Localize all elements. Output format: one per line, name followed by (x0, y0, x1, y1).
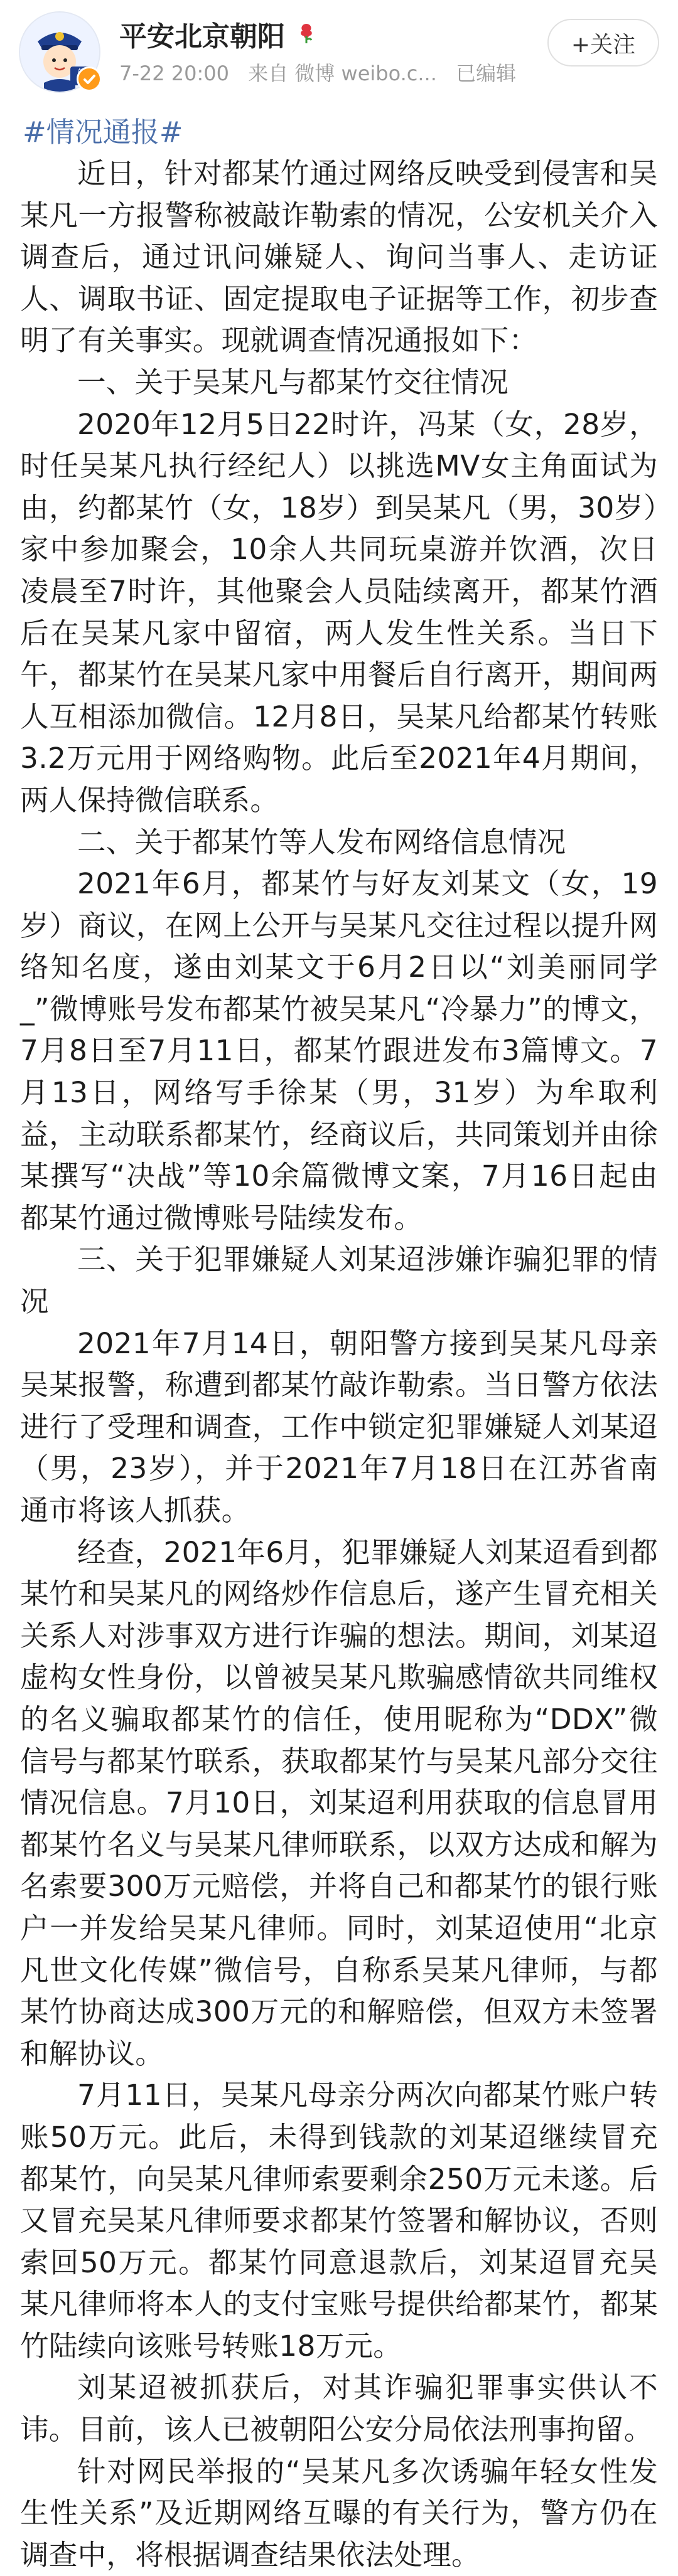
paragraph-section-3b: 经查，2021年6月，犯罪嫌疑人刘某迢看到都某竹和吴某凡的网络炒作信息后，遂产生冒充相关关系人对涉事双方进行诈骗的想法。期间，刘某迢虚构女性身份，以曾被吴某凡欺骗感情欲共同维权的名义骗取都某竹的信任，使用昵称为“DDX”微信号与都某竹联系，获取都某竹与吴某凡部分交往情况信息。7月10日，刘某迢利用获取的信息冒用都某竹名义与吴某凡律师联系，以双方达成和解为名索要300万元赔偿，并将自己和都某竹的银行账户一并发给吴某凡律师。同时，刘某迢使用“北京凡世文化传媒”微信号，自称系吴某凡律师，与都某竹协商达成300万元的和解赔偿，但双方未签署和解协议。 (20, 1535, 658, 2070)
follow-button[interactable] (547, 19, 659, 67)
hashtag-link[interactable]: #情况通报# (23, 115, 183, 149)
author-name[interactable]: 平安北京朝阳 (119, 21, 285, 53)
section-heading-3: 三、关于犯罪嫌疑人刘某迢涉嫌诈骗犯罪的情况 (20, 1243, 658, 1319)
post-header (0, 0, 678, 119)
section-heading-1: 一、关于吴某凡与都某竹交往情况 (77, 365, 509, 399)
paragraph-intro: 近日，针对都某竹通过网络反映受到侵害和吴某凡一方报警称被敲诈勒索的情况，公安机关介入调查后，通过讯问嫌疑人、询问当事人、走访证人、调取书证、固定提取电子证据等工作，初步查明了有关事实。现就调查情况通报如下： (20, 157, 658, 358)
post-timestamp: 7-22 20:00 (119, 61, 230, 85)
paragraph-section-3d: 刘某迢被抓获后，对其诈骗犯罪事实供认不讳。目前，该人已被朝阳公安分局依法刑事拘留。 (20, 2371, 658, 2447)
author-row (119, 14, 319, 54)
post-source[interactable]: 来自 微博 weibo.c... (248, 61, 437, 85)
section-heading-2: 二、关于都某竹等人发布网络信息情况 (77, 825, 566, 859)
paragraph-section-2: 2021年6月，都某竹与好友刘某文（女，19岁）商议，在网上公开与吴某凡交往过程以提升网络知名度，遂由刘某文于6月2日以“刘美丽同学_”微博账号发布都某竹被吴某凡“冷暴力”的博文，7月8日至7月11日，都某竹跟进发布3篇博文。7月13日，网络写手徐某（男，31岁）为牟取利益，主动联系都某竹，经商议后，共同策划并由徐某撰写“决战”等10余篇微博文案，7月16日起由都某竹通过微博账号陆续发布。 (20, 867, 658, 1235)
rose-badge-icon (294, 20, 319, 48)
verified-badge-icon (77, 67, 102, 92)
paragraph-section-1: 2020年12月5日22时许，冯某（女，28岁，时任吴某凡执行经纪人）以挑选MV女主角面试为由，约都某竹（女，18岁）到吴某凡（男，30岁）家中参加聚会，10余人共同玩桌游并饮酒，次日凌晨至7时许，其他聚会人员陆续离开，都某竹酒后在吴某凡家中留宿，两人发生性关系。当日下午，都某竹在吴某凡家中用餐后自行离开，期间两人互相添加微信。12月8日，吴某凡给都某竹转账3.2万元用于网络购物。此后至2021年4月期间，两人保持微信联系。 (20, 407, 658, 817)
paragraph-section-3c: 7月11日，吴某凡母亲分两次向都某竹账户转账50万元。此后，未得到钱款的刘某迢继续冒充都某竹，向吴某凡律师索要剩余250万元未遂。后又冒充吴某凡律师要求都某竹签署和解协议，否则索回50万元。都某竹同意退款后，刘某迢冒充吴某凡律师将本人的支付宝账号提供给都某竹，都某竹陆续向该账号转账18万元。 (20, 2078, 658, 2363)
paragraph-section-3a: 2021年7月14日，朝阳警方接到吴某凡母亲吴某报警，称遭到都某竹敲诈勒索。当日警方依法进行了受理和调查，工作中锁定犯罪嫌疑人刘某迢（男，23岁），并于2021年7月18日在江苏省南通市将该人抓获。 (20, 1326, 658, 1527)
avatar[interactable] (19, 11, 100, 93)
post-body (0, 112, 678, 2576)
follow-label: +关注 (571, 31, 636, 58)
paragraph-closing: 针对网民举报的“吴某凡多次诱骗年轻女性发生性关系”及近期网络互曝的有关行为，警方仍在调查中，将根据调查结果依法处理。 (20, 2454, 658, 2572)
post-meta (119, 58, 529, 87)
edited-label[interactable]: 已编辑 (456, 61, 517, 85)
